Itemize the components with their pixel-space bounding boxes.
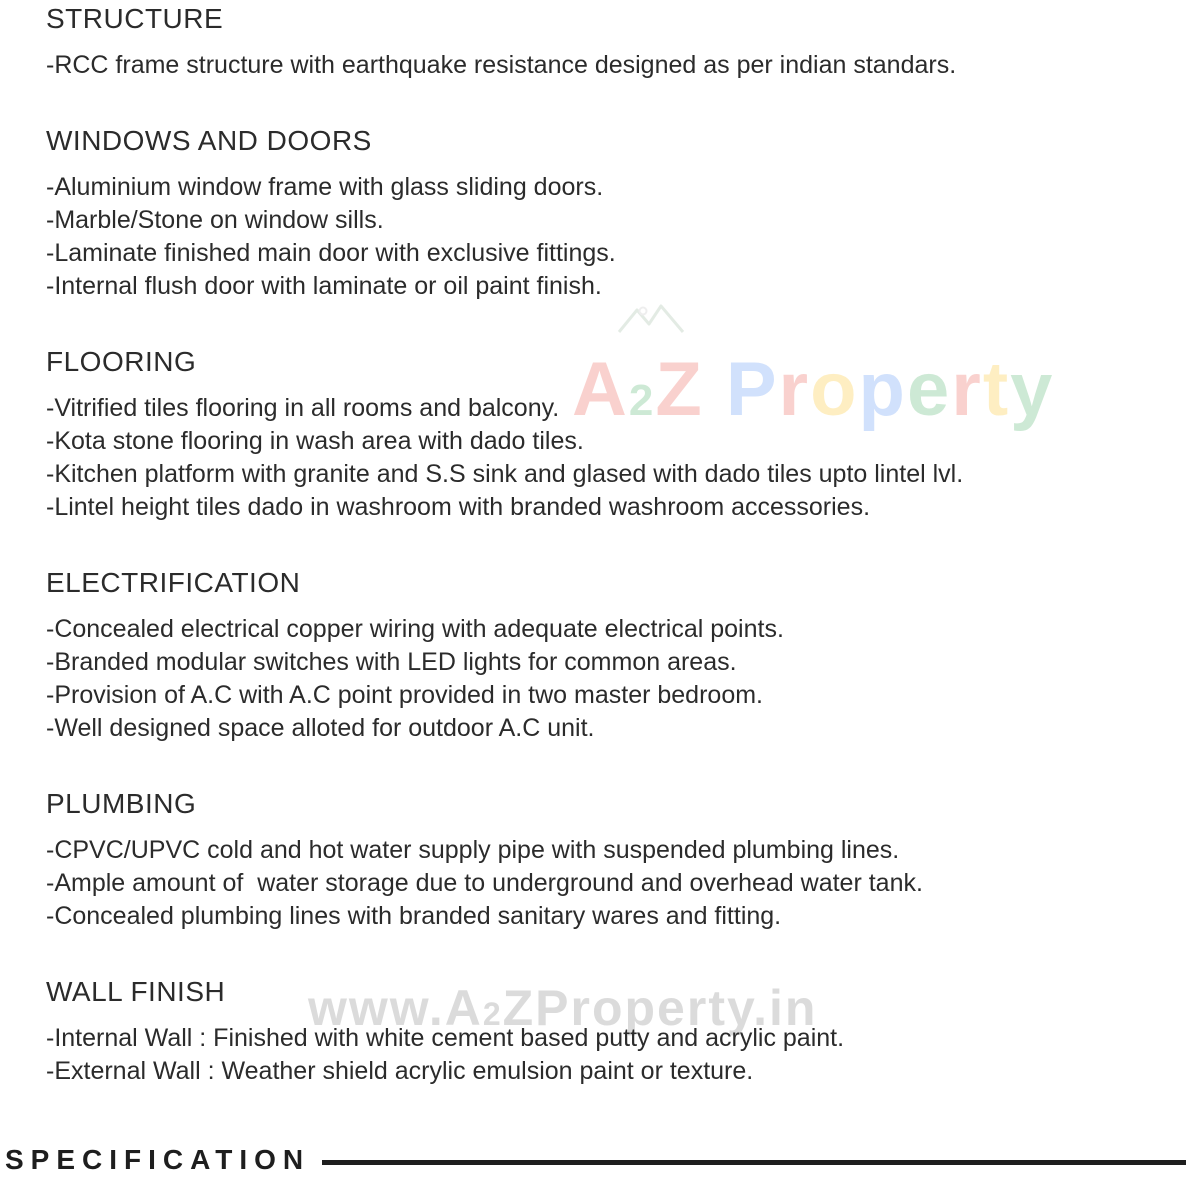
spec-item: -Vitrified tiles flooring in all rooms and balcony. [46, 394, 560, 422]
section-heading: ELECTRIFICATION [46, 567, 301, 598]
watermark-letter: r [778, 347, 811, 432]
section-heading: WINDOWS AND DOORS [46, 125, 372, 156]
spec-item: -Kota stone flooring in wash area with dado tiles. [46, 427, 584, 455]
spec-item: -CPVC/UPVC cold and hot water supply pipe with suspended plumbing lines. [46, 836, 900, 864]
watermark-letter: o [810, 347, 859, 432]
watermark-letter: 2 [628, 376, 656, 425]
watermark-letter: y [1010, 347, 1055, 432]
spec-item: -Lintel height tiles dado in washroom with branded washroom accessories. [46, 493, 871, 521]
spec-item: -Internal flush door with laminate or oil paint finish. [46, 272, 602, 300]
section-windows-and-doors [46, 124, 1148, 303]
url-watermark-suffix: ZProperty.in [502, 980, 818, 1036]
section-heading: PLUMBING [46, 788, 197, 819]
url-watermark-sub: 2 [482, 996, 503, 1032]
spec-item: -Branded modular switches with LED lights for common areas. [46, 648, 737, 676]
watermark-letter: p [858, 347, 907, 432]
section-heading: FLOORING [46, 346, 197, 377]
spec-item: -Kitchen platform with granite and S.S sink and glased with dado tiles upto lintel lvl. [46, 460, 964, 488]
section-heading: STRUCTURE [46, 3, 224, 34]
section-plumbing [46, 787, 1148, 933]
spec-item: -Marble/Stone on window sills. [46, 206, 384, 234]
spec-item: -Ample amount of water storage due to underground and overhead water tank. [46, 869, 923, 897]
watermark-letter: Z [655, 347, 704, 432]
divider-line [322, 1160, 1186, 1165]
spec-item: -Concealed plumbing lines with branded sanitary wares and fitting. [46, 902, 782, 930]
section-electrification [46, 566, 1148, 745]
spec-item: -Well designed space alloted for outdoor A.C unit. [46, 714, 595, 742]
spec-item: -RCC frame structure with earthquake resistance designed as per indian standars. [46, 51, 957, 79]
watermark-letter: t [982, 347, 1011, 432]
specification-title: SPECIFICATION [5, 1144, 311, 1175]
watermark-letter: r [951, 347, 983, 432]
section-heading: WALL FINISH [46, 976, 226, 1007]
spec-item: -Internal Wall : Finished with white cement based putty and acrylic paint. [46, 1024, 845, 1052]
spec-item: -Concealed electrical copper wiring with adequate electrical points. [46, 615, 784, 643]
watermark-letter: P [725, 347, 779, 432]
section-structure [46, 2, 1148, 82]
watermark-letter: A [572, 347, 629, 432]
specification-footer [5, 1143, 1186, 1177]
spec-item: -Provision of A.C with A.C point provided in two master bedroom. [46, 681, 763, 709]
spec-item: -External Wall : Weather shield acrylic emulsion paint or texture. [46, 1057, 754, 1085]
watermark-letter: e [906, 347, 952, 432]
spec-item: -Aluminium window frame with glass sliding doors. [46, 173, 604, 201]
section-flooring [46, 345, 1148, 524]
section-wall-finish [46, 975, 1148, 1088]
url-watermark-prefix: www.A [308, 980, 483, 1036]
spec-item: -Laminate finished main door with exclusive fittings. [46, 239, 616, 267]
